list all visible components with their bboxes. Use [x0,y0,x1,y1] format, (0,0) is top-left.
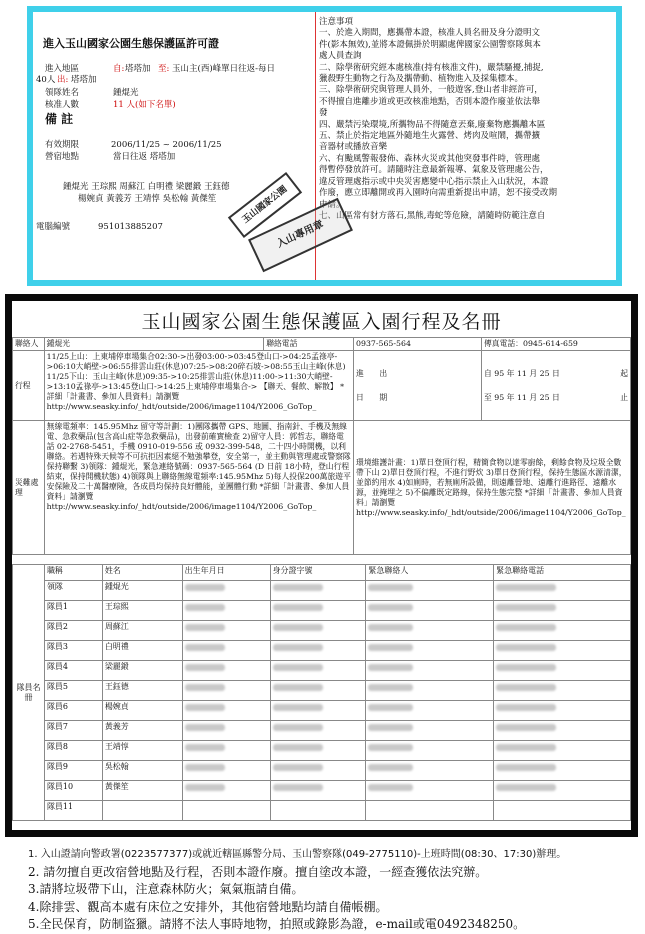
roster-name: 白明禮 [102,641,182,661]
leader-label: 領隊姓名 [45,88,80,98]
serial-value: 951013885207 [98,222,163,232]
col-emergency-header: 緊急聯絡人 [366,565,494,581]
disaster-text: 無線電頻率：145.95Mhz 留守等計劃：1)團隊攜帶 GPS、地圖、指南針、手機及無線電、急救藥品(包含高山症等急救藥品)，出發前確實檢查 2)留守人員：郭哲志，聯絡電話 02-2768-5451，手機 0910-019-556 或 0932-399-548，二十四小時開機，以利聯絡。若遇特殊天候等不可抗拒因素絕不勉強攀登，安全第一，並主動與管理處或警察隊保持聯繫 3)領隊：鍾焜光，緊急連絡號碼：0937-565-564 (D 日前 18小時，登山行程結束，保持開機狀態) 4)領隊與上聯絡無線電頻率:145.95Mhz 5)每人投保200萬旅遊平安保險及二十萬醫療險，各成員均保持良好體能，並團體行動 *詳細「計畫書、參加人員資料」請瀏覽 http://www.seasky.info/_hdt/outside/2006/image1104/Y2006_GoTop_ [44,421,353,555]
footer-notes [28,846,638,934]
redacted-phone [494,621,631,641]
table-row [13,701,631,721]
to-date-row [484,393,628,403]
col-role-header: 職稱 [44,565,102,581]
phone-label: 聯絡電話 [264,338,354,351]
members-line-2: 楊婉貞 黃義芳 王靖惇 吳松翰 黃傑笙 [78,194,217,204]
redacted-contact [366,761,494,781]
to-label: 至: [158,64,170,74]
redacted-id [270,641,366,661]
table-row [13,721,631,741]
col-emergency-phone-header: 緊急聯絡電話 [494,565,631,581]
redacted-contact [366,621,494,641]
roster-role: 隊員1 [44,601,102,621]
redacted-id [270,601,366,621]
permit-notes-panel [275,12,616,280]
fax-label: 傳真電話： [484,339,523,348]
note-line: 五、禁止於指定地區外隨地生火露營、烤肉及喧鬧，攜帶擴 [319,131,541,142]
permit-title: 進入玉山國家公園生態保護區許可證 [43,37,219,50]
roster-name [102,801,182,821]
date-range-cell [482,351,631,421]
period-label: 有效期限 [45,140,80,150]
footer-note: 5.全民保育，防制盜獵。請將不法人事時地物，拍照或錄影為證，e-mail或電0492348250。 [28,917,526,931]
redacted-phone [494,701,631,721]
roster-role: 領隊 [44,581,102,601]
redacted-birth [182,621,270,641]
official-stamp-large: 入山專用章 [248,198,353,272]
entry-permit-card [27,6,622,286]
col-birth-header: 出生年月日 [182,565,270,581]
redacted-id [270,701,366,721]
note-line: 件(影本無效),並將本證佩掛於明顯處俾國家公園警察隊與本 [319,39,541,50]
redacted-birth [182,781,270,801]
roster-name: 黃傑笙 [102,781,182,801]
from-label: 自: [113,64,125,74]
permit-inner [33,12,616,280]
from-value: 塔塔加 [125,64,151,74]
notes-list [319,17,614,222]
empty-cell [366,801,494,821]
col-id-header: 身分證字號 [270,565,366,581]
table-row [13,801,631,821]
count-label: 核准人數 [45,100,80,110]
redacted-contact [366,681,494,701]
redacted-id [270,761,366,781]
roster-name: 王鈺德 [102,681,182,701]
from-date: 95 年 11 月 25 日 [494,368,560,378]
roster-name: 王靖惇 [102,741,182,761]
note-line: 二、除學術研究經本處核准(持有核准文件)，嚴禁騷擾,捕捉, [319,62,544,73]
table-row [13,741,631,761]
date-label: 日 期 [356,392,388,402]
redacted-id [270,781,366,801]
footer-note: 3.請將垃圾帶下山，注意森林防火；氣氣瓶請自備。 [28,882,304,896]
table-row [13,781,631,801]
table-row [13,621,631,641]
roster-name: 鍾焜光 [102,581,182,601]
redacted-contact [366,641,494,661]
footer-note: 2. 請勿擅自更改宿營地點及行程，否則本證作廢。擅自塗改本證，一經查獲依法究辦。 [28,864,488,879]
note-line: 音器材或播放音樂 [319,142,388,153]
roster-role: 隊員7 [44,721,102,741]
note-line: 不得擅自進離步道或更改核准地點，否則本證作廢並依法舉 [319,96,541,107]
redacted-birth [182,761,270,781]
from-date-row [484,369,628,379]
table-row [13,601,631,621]
exit-value: 塔塔加 [71,75,97,85]
roster-role: 隊員8 [44,741,102,761]
roster-table [12,564,631,821]
redacted-birth [182,741,270,761]
inout-label: 進 出 [356,368,388,378]
redacted-id [270,741,366,761]
notes-title: 注意事項 [319,17,354,27]
route-label: 行程 [13,351,45,421]
note-line: 六、有颱風警報發佈、森林火災或其他突發事件時，管理處 [319,153,541,164]
redacted-contact [366,661,494,681]
note-line: 獵殺野生動物之行為及攜帶動、植物進入及採集標本。 [319,74,524,85]
roster-role: 隊員10 [44,781,102,801]
note-line: 四、嚴禁污染環境,所攜物品不得隨意丟棄,廢棄物應攜離本區 [319,119,546,130]
exit-label: 出: [57,75,69,85]
to-date: 95 年 11 月 25 日 [494,392,560,402]
from-date-prefix: 自 [484,368,492,378]
redacted-contact [366,741,494,761]
itinerary-paper [12,301,631,830]
empty-cell [270,801,366,821]
table-row [13,641,631,661]
redacted-birth [182,661,270,681]
inout-date-label-cell [354,351,482,421]
redacted-contact [366,721,494,741]
roster-role: 隊員4 [44,661,102,681]
redacted-birth [182,681,270,701]
from-date-suffix: 起 [620,368,628,378]
roster-name: 周蘇江 [102,621,182,641]
footer-note: 4.除排雲、觀高本處有床位之安排外，其他宿營地點均請自備帳棚。 [28,899,388,914]
itinerary-document [5,294,638,837]
table-row [13,761,631,781]
to-date-prefix: 至 [484,392,492,402]
contact-label: 聯絡人 [13,338,45,351]
area-label: 進入地區 [45,64,80,74]
redacted-phone [494,641,631,661]
redacted-phone [494,721,631,741]
note-line: 得暫停發放許可。請隨時注意最新報導、氣象及管理處公告， [319,165,549,176]
to-value: 玉山主(西)峰單日往返-每日 [172,64,276,74]
redacted-phone [494,681,631,701]
members-line-1: 鍾焜光 王琮熙 周蘇江 白明禮 梁麗鍛 王鈺德 [63,182,230,192]
camp-label: 營宿地點 [45,152,80,162]
note-line: 申請。 [319,199,345,210]
redacted-phone [494,581,631,601]
fax-value: 0945-614-659 [522,339,578,348]
redacted-birth [182,601,270,621]
roster-role: 隊員3 [44,641,102,661]
leader-value: 鍾焜光 [113,88,139,98]
roster-role: 隊員6 [44,701,102,721]
disaster-label: 災難處理 [13,421,45,555]
footer-note: 1. 入山證請向警政署(0223577377)或就近轄區縣警分局、玉山警察隊(049-2775110)-上班時間(08:30、17:30)辦理。 [28,849,567,860]
note-line: 三、除學術研究與管理人員外，一般遊客,登山者非經許可， [319,85,543,96]
roster-name: 楊婉貞 [102,701,182,721]
roster-name: 吳松翰 [102,761,182,781]
redacted-birth [182,721,270,741]
serial-label: 電腦編號 [36,222,71,232]
roster-role: 隊員5 [44,681,102,701]
roster-role: 隊員2 [44,621,102,641]
fax-cell [482,338,631,351]
remark-label: 備 註 [45,112,74,126]
environment-text: 環境維護計畫：1)單日登頂行程，精簡食物以達零廚餘，剩餘食物及垃圾全數帶下山 2)單日登頂行程，不進行野炊 3)單日登頂行程，保持生態區水源清潔，並節約用水 4)如廁時，若無廁所設備，則遠離營地、遠離行進路徑、遠離水源，並掩埋之 5)不偏離既定路線，保持生態完整 *詳細「計畫書、參加人員資料」請瀏覽 http://www.seasky.info/_hdt/outside/2006/image1104/Y2006_GoTop_ [354,421,631,555]
itinerary-title: 玉山國家公園生態保護區入園行程及名冊 [141,311,502,333]
empty-cell [494,801,631,821]
redacted-phone [494,761,631,781]
note-line: 發 [319,108,328,119]
redacted-phone [494,781,631,801]
camp-value: 當日往返 塔塔加 [113,152,176,162]
redacted-id [270,721,366,741]
redacted-contact [366,601,494,621]
empty-cell [182,801,270,821]
note-line: 作廢，應立即離開或再入園時向需重新提出申請，恕不接受改期 [319,188,558,199]
table-row [13,661,631,681]
note-line: 處人員查詢 [319,51,362,62]
itinerary-table [12,337,631,555]
redacted-birth [182,701,270,721]
count-value: 11 人(如下名單) [113,100,176,110]
redacted-contact [366,781,494,801]
roster-label: 隊員名冊 [13,565,45,821]
roster-role: 隊員11 [44,801,102,821]
phone-value: 0937-565-564 [354,338,482,351]
roster-name: 梁麗鍛 [102,661,182,681]
note-line: 違反管理處指示或中央災害應變中心指示禁止入山狀況，本證 [319,176,549,187]
official-stamp-small: 玉山國家公園 [228,172,302,238]
redacted-contact [366,581,494,601]
route-text: 11/25上山：上東埔停車場集合02:30->出發03:00->03:45登山口->04:25孟祿亭->06:10大峭壁->06:55排雲山莊(休息)07:25->08:20碎石坡->08:55玉山主峰(休息) 11/25下山：玉山主峰(休息)09:35->10:25排雲山莊(休息)11:00->11:30大峭壁->13:10孟祿亭->13:45登山口->14:25上東埔停車場集合-> 【聯天、餐飲、解散】 *詳細「計畫書、參加人員資料」請瀏覽 http://www.seasky.info/_hdt/outside/2006/image1104/Y2006_GoTop_ [44,351,353,421]
redacted-id [270,661,366,681]
table-row [13,581,631,601]
redacted-id [270,621,366,641]
to-date-suffix: 止 [620,392,628,402]
redacted-phone [494,741,631,761]
table-row [13,681,631,701]
note-line: 一、於進入期間，應攜帶本證，核准人員名冊及身分證明文 [319,28,541,39]
redacted-phone [494,601,631,621]
roster-name: 黃義芳 [102,721,182,741]
redacted-birth [182,641,270,661]
roster-name: 王琮熙 [102,601,182,621]
col-name-header: 姓名 [102,565,182,581]
note-line: 七、山區常有豺方落石,黑熊,毒蛇等危險，請隨時防範注意自 [319,210,546,221]
contact-value: 鍾焜光 [44,338,264,351]
roster-role: 隊員9 [44,761,102,781]
redacted-phone [494,661,631,681]
redacted-id [270,581,366,601]
redacted-birth [182,581,270,601]
redacted-id [270,681,366,701]
period-value: 2006/11/25 ~ 2006/11/25 [111,140,222,150]
redacted-contact [366,701,494,721]
quota-value: 40人 [36,75,56,85]
